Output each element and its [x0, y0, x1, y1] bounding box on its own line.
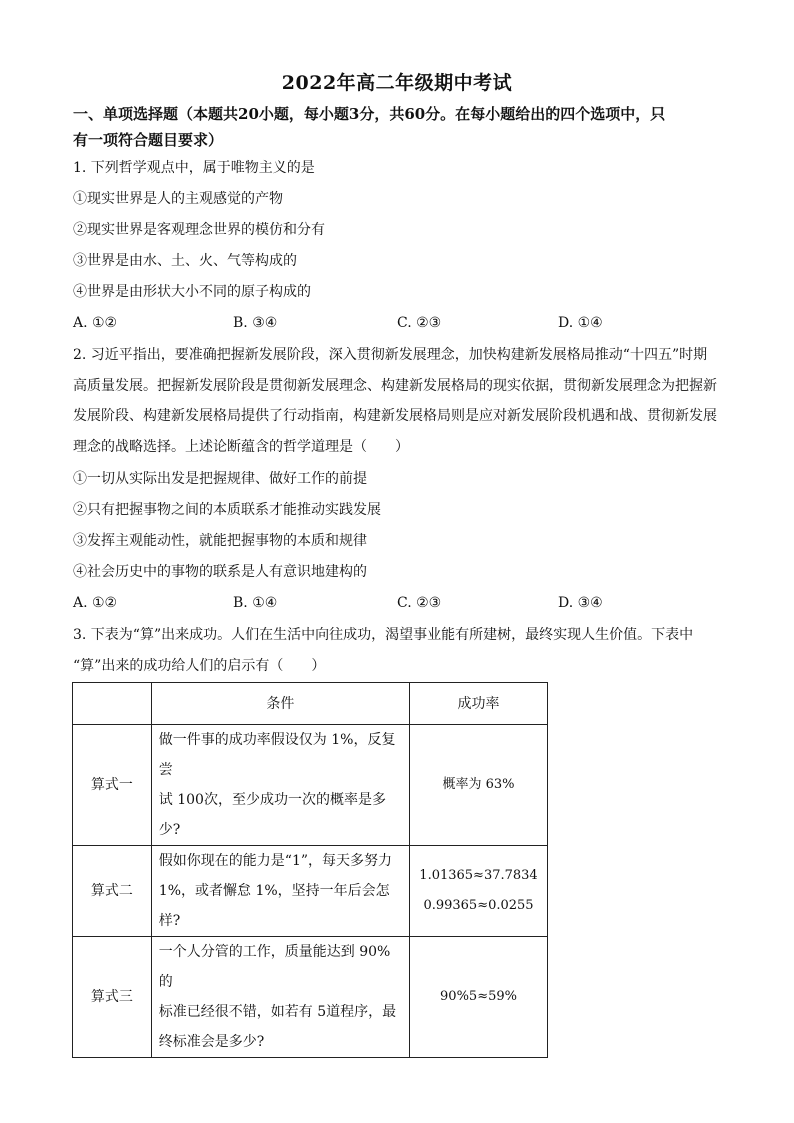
q2-stem-line-2: 高质量发展。把握新发展阶段是贯彻新发展理念、构建新发展格局的现实依据，贯彻新发展理念为把握新 [73, 378, 717, 394]
condition-line: 标准已经很不错，如若有 5道程序，最 [158, 1004, 397, 1020]
condition-line: 假如你现在的能力是“1”，每天多努力 [158, 853, 393, 869]
q1-item-4: ④世界是由形状大小不同的原子构成的 [73, 284, 311, 300]
table-header-row [73, 683, 548, 725]
q2-item-2: ②只有把握事物之间的本质联系才能推动实践发展 [73, 502, 381, 518]
rate-line: 0.99365≈0.0255 [423, 898, 534, 913]
q1-item-3: ③世界是由水、土、火、气等构成的 [73, 253, 297, 269]
q1-option-d: D. ①④ [558, 315, 603, 331]
q2-item-3: ③发挥主观能动性，就能把握事物的本质和规律 [73, 533, 367, 549]
row-rate [410, 725, 548, 846]
q2-stem-line-4: 理念的战略选择。上述论断蕴含的哲学道理是（ ） [73, 439, 409, 455]
q1-item-2: ②现实世界是客观理念世界的模仿和分有 [73, 222, 325, 238]
section-heading-line-1: 一、单项选择题（本题共20小题，每小题3分，共60分。在每小题给出的四个选项中，只 [73, 105, 666, 123]
row-name: 算式二 [73, 846, 152, 937]
table-header-blank [73, 683, 152, 725]
q2-stem-line-3: 发展阶段、构建新发展格局提供了行动指南，构建新发展格局则是应对新发展阶段机遇和战、贯彻新发展 [73, 408, 717, 424]
q1-option-a: A. ①② [73, 315, 118, 331]
table-row [73, 937, 548, 1058]
q1-item-1: ①现实世界是人的主观感觉的产物 [73, 191, 283, 207]
table-row [73, 725, 548, 846]
row-rate [410, 846, 548, 937]
condition-line: 试 100次，至少成功一次的概率是多 [158, 792, 386, 808]
q2-option-d: D. ③④ [558, 595, 603, 611]
table-row [73, 846, 548, 937]
condition-line: 少? [158, 822, 181, 838]
q2-stem-line-1: 2. 习近平指出，要准确把握新发展阶段，深入贯彻新发展理念，加快构建新发展格局推动“十四五”时期 [73, 347, 708, 363]
condition-line: 做一件事的成功率假设仅为 1%，反复尝 [158, 732, 396, 778]
q2-option-c: C. ②③ [397, 595, 442, 611]
q2-option-b: B. ①④ [233, 595, 278, 611]
condition-line: 终标准会是多少? [158, 1034, 265, 1050]
table-header-rate: 成功率 [410, 683, 548, 725]
success-table [72, 682, 548, 1058]
row-condition [151, 725, 409, 846]
row-condition [151, 937, 409, 1058]
row-condition [151, 846, 409, 937]
rate-line: 概率为 63% [442, 777, 515, 792]
page-title: 2022年高二年级期中考试 [281, 72, 513, 94]
condition-line: 1%，或者懈怠 1%，坚持一年后会怎样? [158, 883, 390, 929]
rate-line: 1.01365≈37.7834 [419, 868, 538, 883]
q1-stem: 1. 下列哲学观点中，属于唯物主义的是 [73, 160, 315, 176]
rate-line: 90%5≈59% [440, 989, 517, 1004]
q1-option-b: B. ③④ [233, 315, 278, 331]
q1-option-c: C. ②③ [397, 315, 442, 331]
q2-item-4: ④社会历史中的事物的联系是人有意识地建构的 [73, 564, 367, 580]
q3-stem-line-1: 3. 下表为“算”出来成功。人们在生活中向往成功，渴望事业能有所建树，最终实现人生价值。下表中 [73, 627, 694, 643]
row-name: 算式三 [73, 937, 152, 1058]
row-name: 算式一 [73, 725, 152, 846]
q2-option-a: A. ①② [73, 595, 118, 611]
condition-line: 一个人分管的工作，质量能达到 90%的 [158, 944, 391, 990]
row-rate [410, 937, 548, 1058]
section-heading-line-2: 有一项符合题目要求） [73, 131, 224, 149]
q3-stem-line-2: “算”出来的成功给人们的启示有（ ） [73, 658, 326, 674]
q2-item-1: ①一切从实际出发是把握规律、做好工作的前提 [73, 471, 367, 487]
table-header-condition: 条件 [151, 683, 409, 725]
